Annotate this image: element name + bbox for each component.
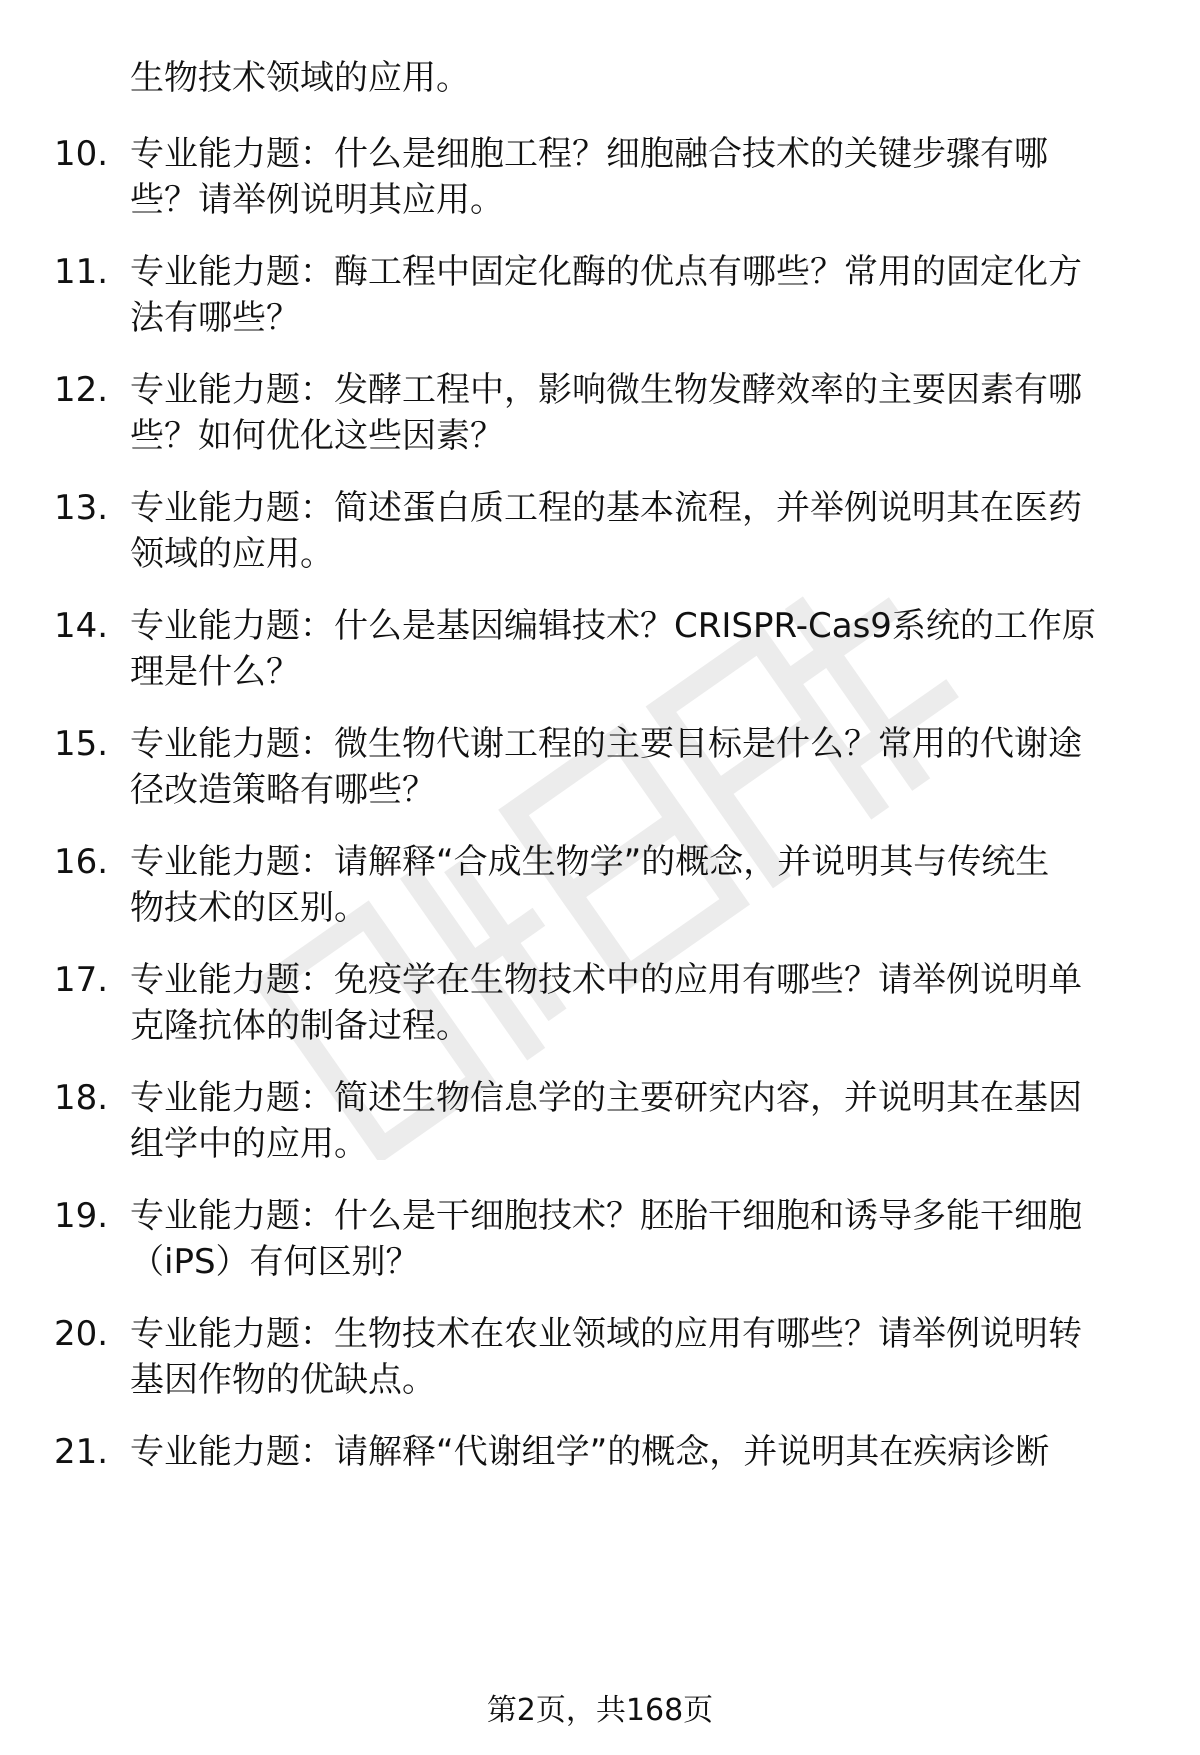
question-text-line: 克隆抗体的制备过程。 [130,1006,470,1046]
question-number: 11. [54,252,109,292]
page-footer: 第2页，共168页 [486,1693,714,1728]
question-text-line: 基因作物的优缺点。 [130,1360,436,1400]
question-text-line: 专业能力题：简述蛋白质工程的基本流程，并举例说明其在医药 [130,488,1082,528]
question-text-line: 些？请举例说明其应用。 [130,180,504,220]
question-text-line: 专业能力题：发酵工程中，影响微生物发酵效率的主要因素有哪 [130,370,1082,410]
question-number: 14. [54,606,109,646]
question-text-line: 专业能力题：什么是基因编辑技术？CRISPR-Cas9系统的工作原 [130,606,1096,646]
question-text-line: 专业能力题：什么是细胞工程？细胞融合技术的关键步骤有哪 [130,134,1048,174]
question-text-line: 专业能力题：请解释“代谢组学”的概念，并说明其在疾病诊断 [130,1432,1050,1472]
question-text-line: 专业能力题：什么是干细胞技术？胚胎干细胞和诱导多能干细胞 [130,1196,1082,1236]
question-text-line: 物技术的区别。 [130,888,368,928]
question-text-line: 专业能力题：微生物代谢工程的主要目标是什么？常用的代谢途 [130,724,1082,764]
question-number: 20. [54,1314,109,1354]
question-number: 17. [54,960,109,1000]
question-number: 15. [54,724,109,764]
question-number: 21. [54,1432,109,1472]
question-text-line: 专业能力题：酶工程中固定化酶的优点有哪些？常用的固定化方 [130,252,1082,292]
question-text-line: 些？如何优化这些因素？ [130,416,504,456]
question-text-line: 专业能力题：简述生物信息学的主要研究内容，并说明其在基因 [130,1078,1082,1118]
question-text-line: 专业能力题：请解释“合成生物学”的概念，并说明其与传统生 [130,842,1050,882]
question-text-line: 专业能力题：免疫学在生物技术中的应用有哪些？请举例说明单 [130,960,1082,1000]
question-text-line: 领域的应用。 [130,534,334,574]
question-text-line: 理是什么？ [130,652,300,692]
question-number: 12. [54,370,109,410]
continuation-text: 生物技术领域的应用。 [130,58,470,98]
question-text-line: 组学中的应用。 [130,1124,368,1164]
question-number: 19. [54,1196,109,1236]
question-number: 13. [54,488,109,528]
question-text-line: 专业能力题：生物技术在农业领域的应用有哪些？请举例说明转 [130,1314,1082,1354]
question-text-line: 法有哪些？ [130,298,300,338]
question-number: 16. [54,842,109,882]
question-number: 18. [54,1078,109,1118]
question-number: 10. [54,134,109,174]
question-text-line: （iPS）有何区别？ [130,1242,420,1282]
question-text-line: 径改造策略有哪些？ [130,770,436,810]
